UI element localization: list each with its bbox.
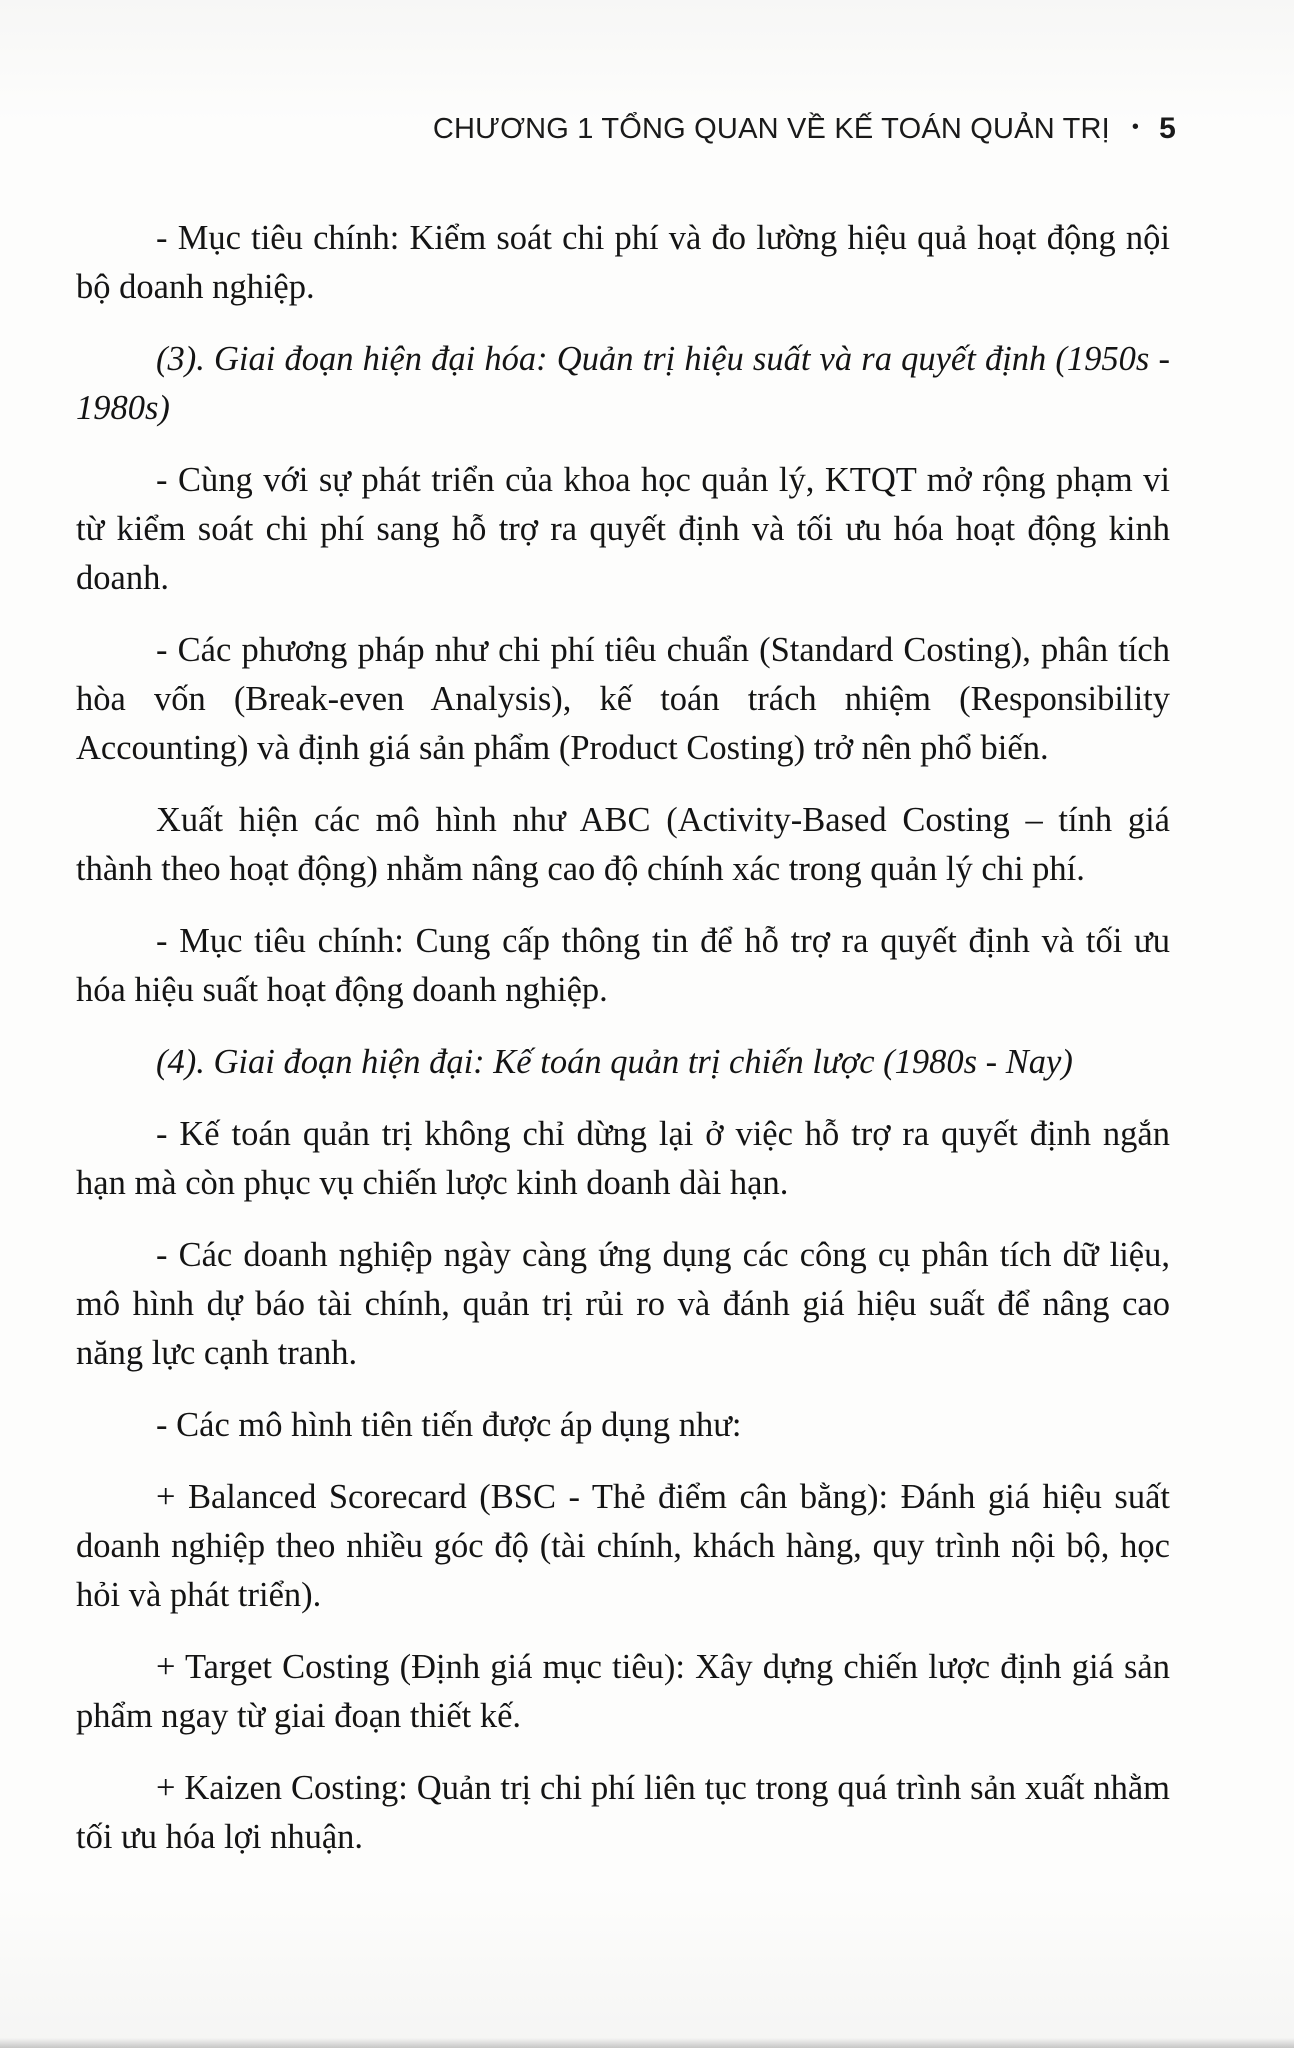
bullet-separator-icon: • (1131, 115, 1140, 138)
section-heading-stage-4: (4). Giai đoạn hiện đại: Kế toán quản trị chiến lược (1980s - Nay) (156, 1043, 1073, 1081)
paragraph-goal-decision: - Mục tiêu chính: Cung cấp thông tin để hỗ trợ ra quyết định và tối ưu hóa hiệu suất hoạt động doanh nghiệp. (76, 922, 1170, 1009)
list-item-kaizen-costing: + Kaizen Costing: Quản trị chi phí liên tục trong quá trình sản xuất nhằm tối ưu hóa lợi nhuận. (76, 1769, 1170, 1856)
paragraph-costing-methods: - Các phương pháp như chi phí tiêu chuẩn (Standard Costing), phân tích hòa vốn (Break-even Analysis), kế toán trách nhiệm (Responsibility Accounting) và định giá sản phẩm (Product Costing) trở nên phổ biến. (76, 631, 1170, 767)
chapter-title: CHƯƠNG 1 TỔNG QUAN VỀ KẾ TOÁN QUẢN TRỊ (432, 112, 1110, 145)
list-item-balanced-scorecard: + Balanced Scorecard (BSC - Thẻ điểm cân bằng): Đánh giá hiệu suất doanh nghiệp theo nhiều góc độ (tài chính, khách hàng, quy trình nội bộ, học hỏi và phát triển). (76, 1478, 1170, 1614)
list-item-target-costing: + Target Costing (Định giá mục tiêu): Xây dựng chiến lược định giá sản phẩm ngay từ giai đoạn thiết kế. (76, 1648, 1170, 1735)
paragraph-strategic-role: - Kế toán quản trị không chỉ dừng lại ở việc hỗ trợ ra quyết định ngắn hạn mà còn phục vụ chiến lược kinh doanh dài hạn. (76, 1115, 1170, 1202)
page-number: 5 (1159, 112, 1176, 145)
page-bottom-edge (0, 2038, 1294, 2048)
paragraph-abc-model: Xuất hiện các mô hình như ABC (Activity-Based Costing – tính giá thành theo hoạt động) nhằm nâng cao độ chính xác trong quản lý chi phí. (76, 801, 1170, 888)
paragraph-analytics-tools: - Các doanh nghiệp ngày càng ứng dụng các công cụ phân tích dữ liệu, mô hình dự báo tài chính, quản trị rủi ro và đánh giá hiệu suất để nâng cao năng lực cạnh tranh. (76, 1236, 1170, 1372)
paragraph-goal-control: - Mục tiêu chính: Kiểm soát chi phí và đo lường hiệu quả hoạt động nội bộ doanh nghiệp. (76, 219, 1170, 306)
section-heading-stage-3: (3). Giai đoạn hiện đại hóa: Quản trị hiệu suất và ra quyết định (1950s - 1980s) (76, 340, 1170, 427)
paragraph-management-science: - Cùng với sự phát triển của khoa học quản lý, KTQT mở rộng phạm vi từ kiểm soát chi phí sang hỗ trợ ra quyết định và tối ưu hóa hoạt động kinh doanh. (76, 461, 1170, 597)
running-header (433, 112, 1176, 146)
body-text (76, 214, 1170, 1885)
paragraph-advanced-models-intro: - Các mô hình tiên tiến được áp dụng như: (156, 1406, 742, 1444)
